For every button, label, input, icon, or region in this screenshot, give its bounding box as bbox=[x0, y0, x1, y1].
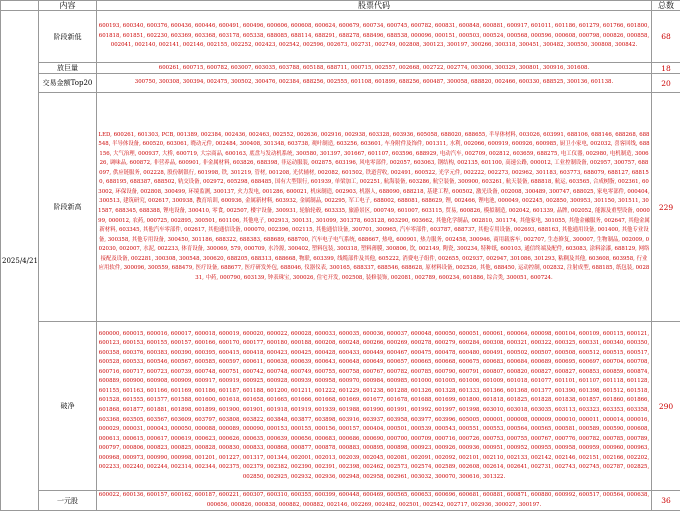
table-row bbox=[1, 74, 680, 93]
category-cell: 一元股 bbox=[39, 491, 97, 511]
count-cell: 68 bbox=[652, 11, 680, 63]
codes-text: 300750, 300308, 300394, 002475, 300502, 300476, 002384, 688256, 002555, 601108, 601899, 688256, 600487, 300058, 688820, 002466, 600330, 688525, 300136, 601138. bbox=[98, 78, 650, 88]
codes-cell bbox=[97, 11, 652, 63]
table-row bbox=[1, 63, 680, 74]
count-cell: 36 bbox=[652, 491, 680, 511]
category-cell: 放巨量 bbox=[39, 63, 97, 74]
codes-text: 600000, 600015, 600016, 600017, 600018, 600019, 600020, 600022, 600028, 600033, 600035, 600036, 600037, 600048, 600050, 600051, 600061, 600064, 600098, 600104, 600109, 600115, 600121, 600123, 600153, 600155, 600157, 600166, 600170, 600177, 600180, 600188, 600208, 600248, 600266, 600269, 600278, 600279, 600284, 600308, 600321, 600322, 600325, 600331, 600340, 600350, 600358, 600376, 600383, 600390, 600395, 600415, 600418, 600423, 600425, 600428, 600433, 600449, 600467, 600475, 600478, 600480, 600491, 600502, 600507, 600508, 600512, 600515, 600517, 600528, 600533, 600546, 600567, 600585, 600597, 600611, 600638, 600639, 600643, 600648, 600649, 600657, 600665, 600668, 600675, 600683, 600684, 600689, 600695, 600697, 600704, 600708, 600716, 600717, 600723, 600739, 600748, 600751, 600742, 600748, 600749, 600755, 600758, 600767, 600782, 600785, 600790, 600791, 600807, 600820, 600827, 600827, 600853, 600859, 600874, 600889, 600900, 600908, 600909, 600917, 600919, 600925, 600928, 600939, 600958, 600970, 600984, 600985, 601000, 601005, 601006, 601009, 601018, 601077, 601101, 601107, 601118, 601128, 601155, 601163, 601166, 601169, 601186, 601187, 601188, 601200, 601211, 601222, 601229, 601238, 601288, 601326, 601328, 601333, 601366, 601368, 601377, 601390, 601398, 601512, 601518, 601528, 601555, 601577, 601588, 601600, 601618, 601658, 601665, 601666, 601668, 601669, 601677, 601678, 601688, 601699, 601800, 601818, 601825, 601828, 601838, 601857, 601860, 601866, 601868, 601877, 601881, 601898, 601899, 601900, 601901, 601918, 601919, 601939, 601988, 601990, 601991, 601992, 601997, 601998, 603010, 603018, 603035, 603113, 603323, 603353, 603358, 603368, 603505, 603567, 603609, 603797, 603808, 603822, 603848, 603877, 603898, 603916, 603937, 603958, 603977, 603996, 605005, 000001, 000008, 000009, 000010, 000011, 000014, 000016, 000029, 000031, 000043, 000050, 000088, 000089, 000090, 000153, 000155, 000156, 000157, 000404, 000501, 000539, 000543, 000551, 000553, 000564, 000565, 000581, 000589, 000590, 000608, 000613, 000615, 000617, 000619, 000623, 000626, 000635, 000639, 000656, 000683, 000686, 000690, 000700, 000709, 000716, 000726, 000753, 000755, 000767, 000776, 000782, 000785, 000789, 000797, 000806, 000823, 000825, 000828, 000830, 000833, 000868, 000877, 000878, 000883, 000895, 000898, 000923, 000926, 000936, 000951, 000952, 000955, 000958, 000959, 000960, 000963, 000968, 000973, 000990, 000998, 001201, 001227, 001317, 001344, 002001, 002013, 002039, 002045, 002081, 002091, 002092, 002101, 002110, 002133, 002142, 002146, 002151, 002166, 002202, 002233, 002240, 002244, 002314, 002344, 002375, 002379, 002382, 002390, 002391, 002398, 002462, 002573, 002574, 002589, 002608, 002614, 002641, 002731, 002743, 002745, 002787, 002825, 002850, 002925, 002932, 002936, 002948, 002958, 002961, 003032, 300070, 300616, 301322. bbox=[98, 330, 650, 483]
header-codes: 股票代码 bbox=[97, 1, 652, 11]
count-cell: 229 bbox=[652, 93, 680, 322]
table-row bbox=[1, 11, 680, 63]
codes-text: 600022, 600136, 600157, 600162, 600187, 600221, 600307, 600310, 600355, 600399, 600448, 600469, 600565, 600653, 600696, 600681, 600881, 600871, 600880, 600992, 600517, 000564, 000638, 000656, 000826, 000838, 000882, 000882, 002146, 002269, 002482, 002501, 002542, 002717, 002936, 300027, 300197. bbox=[98, 491, 650, 510]
table-row bbox=[1, 93, 680, 322]
codes-cell bbox=[97, 491, 652, 511]
date-cell: 2025/4/21 bbox=[1, 11, 39, 511]
codes-text: 600193, 600340, 600376, 600436, 600446, 600491, 600496, 600606, 600608, 600624, 600679, 600734, 600745, 600782, 600831, 600848, 600881, 600917, 601011, 601186, 601279, 601766, 601800, 601818, 601851, 602230, 603369, 603368, 603178, 605338, 688085, 688114, 688291, 688278, 688496, 688538, 000096, 000151, 000503, 000524, 000568, 000596, 000608, 000798, 000826, 000858, 002041, 002140, 002141, 002146, 002155, 002252, 002423, 002542, 002596, 002673, 002731, 002749, 002808, 300123, 300197, 300266, 300318, 300451, 300482, 300550, 300808, 300842. bbox=[98, 22, 650, 51]
codes-cell bbox=[97, 63, 652, 74]
header-total: 总数 bbox=[652, 1, 680, 11]
header-content: 内容 bbox=[39, 1, 97, 11]
count-cell: 20 bbox=[652, 74, 680, 93]
count-cell: 18 bbox=[652, 63, 680, 74]
category-cell: 交易金额Top20 bbox=[39, 74, 97, 93]
category-cell: 阶段新低 bbox=[39, 11, 97, 63]
codes-cell bbox=[97, 322, 652, 491]
codes-text: LED, 600261, 601303, PCB, 001389, 002384, 002436, 002463, 002552, 002636, 002916, 002938, 603328, 603936, 605058, 688020, 688655, 半导体材料, 003026, 603991, 688106, 688146, 688268, 688548, 半导体设备, 600520, 603061, 晓动元件, 002484, 300408, 301348, 603738, 观叶制造, 603256, 603601, 车身附件及饰件, 001311, 水利, 002066, 600919, 600926, 600985, 厨卫小家电, 002032, 喜客回线, 688156, 大气治理, 000937, 大桥, 600719, 大宗商品, 600163, 底盘与发动机系统, 300580, 301397, 301667, 601107, 603596, 688929, 电动汽车, 002709, 002812, 603659, 688275, 电工仪器, 002980, 电机制造, 300626, 调味品, 600872, 非营养品, 600901, 非金属材料, 603826, 688398, 非运动服装, 002875, 603196, 风电零部件, 002057, 603063, 钢结构, 002135, 601100, 高速公路, 000012, 工业控制设备, 002957, 300757, 688097, 供应链服务, 002228, 股份制银行, 601998, 铁, 301219, 管材, 001208, 光伏辅材, 002082, 601502, 铁道营收, 002491, 600522, 光学元件, 002222, 002273, 002962, 301183, 603773, 688079, 688127, 688150, 688195, 688387, 688502, 轨交设备, 002972, 605298, 688485, 国有大型银行, 601939, 单梁加工, 002251, 航海装备, 603286, 航空装备, 300900, 603261, 航天装备, 688818, 航运, 603565, 合成树脂, 002361, 603002, 环保设备, 002808, 300499, 环境监测, 300137, 火力发电, 001286, 600021, 机床制造, 002903, 机器人, 688090, 688218, 基建工程, 600502, 激光设备, 002008, 300489, 300747, 688025, 家电零部件, 000404, 300513, 建筑研究, 002617, 300938, 教育培训, 600936, 金属新材料, 603932, 金属制品, 002295, 军工电子, 688002, 688081, 688629, 锂, 002466, 锂电池, 000049, 002245, 002850, 300953, 301150, 301511, 301587, 688345, 688388, 锂电设备, 300410, 零食, 002507, 楼宇设备, 300931, 轮胎轮毂, 603335, 旅游景区, 000749, 601007, 603115, 贸易, 600826, 模拟制造, 002042, 601339, 品牌, 002052, 能源及重型设备, 000099, 000012, 农药, 000725, 002895, 300501, 601106, 其他电子, 002913, 300131, 301099, 301378, 603128, 603290, 603662, 其他化学制品, 002810, 301174, 其他家电, 301055, 其他金融服务, 002647, 其他金属新材料, 603345, 其他汽车零部件, 002617, 其他通信设备, 000070, 002396, 002115, 其他通信设备, 300701, 300965, 汽车零部件, 603787, 688737, 其他专用设备, 002693, 688163, 其他通用设备, 001400, 其他专业设备, 300358, 其他专用设备, 300450, 301186, 688322, 688383, 688689, 688700, 汽车电子电气系统, 688667, 热电, 600901, 热力服务, 002458, 300946, 商用载客车, 002707, 生态修复, 300007, 生物制品, 002009, 002030, 002007, 水泥, 002233, 体育设备, 300069, 579, 000709, 水冷源, 300402, 塑料包装, 300318, 塑料薄膜, 300806, 饮, 002149, 陶瓷, 300234, 特种纸, 600103, 通信终端及配件, 603083, 涂料涂漆, 688129, 网络接配及设备, 002281, 300308, 300548, 300620, 688205, 688313, 688668, 物联, 603399, 线缆部件及其他, 605222, 消费电子组件, 002655, 002937, 002947, 301086, 301293, 粘稠及其他, 603608, 603958, 行业应用软件, 300096, 300559, 688479, 医疗设备, 688677, 医疗研发外包, 688046, 仪器仪表, 300165, 688337, 688546, 688628, 原材料设备, 002526, 其他, 688450, 运动控制, 002832, 注射成型, 688185, 纸包装, 002831, 中药, 000790, 603139, 钟表珠宝, 300026, 住宅开发, 002508, 装修装饰, 002081, 002789, 600234, 601886, 综合类, 300051, 600724. bbox=[98, 131, 650, 284]
codes-text: 600261, 600715, 600782, 603007, 603035, 603788, 605188, 688711, 000715, 002557, 002668, 002722, 002774, 003006, 300329, 300801, 300916, 301608. bbox=[98, 64, 650, 73]
header-row bbox=[1, 1, 680, 11]
codes-cell bbox=[97, 74, 652, 93]
count-cell: 290 bbox=[652, 322, 680, 491]
table-row bbox=[1, 491, 680, 511]
header-date-blank bbox=[1, 1, 39, 11]
category-cell: 阶段新高 bbox=[39, 93, 97, 322]
codes-cell bbox=[97, 93, 652, 322]
category-cell: 破净 bbox=[39, 322, 97, 491]
table-row bbox=[1, 322, 680, 491]
